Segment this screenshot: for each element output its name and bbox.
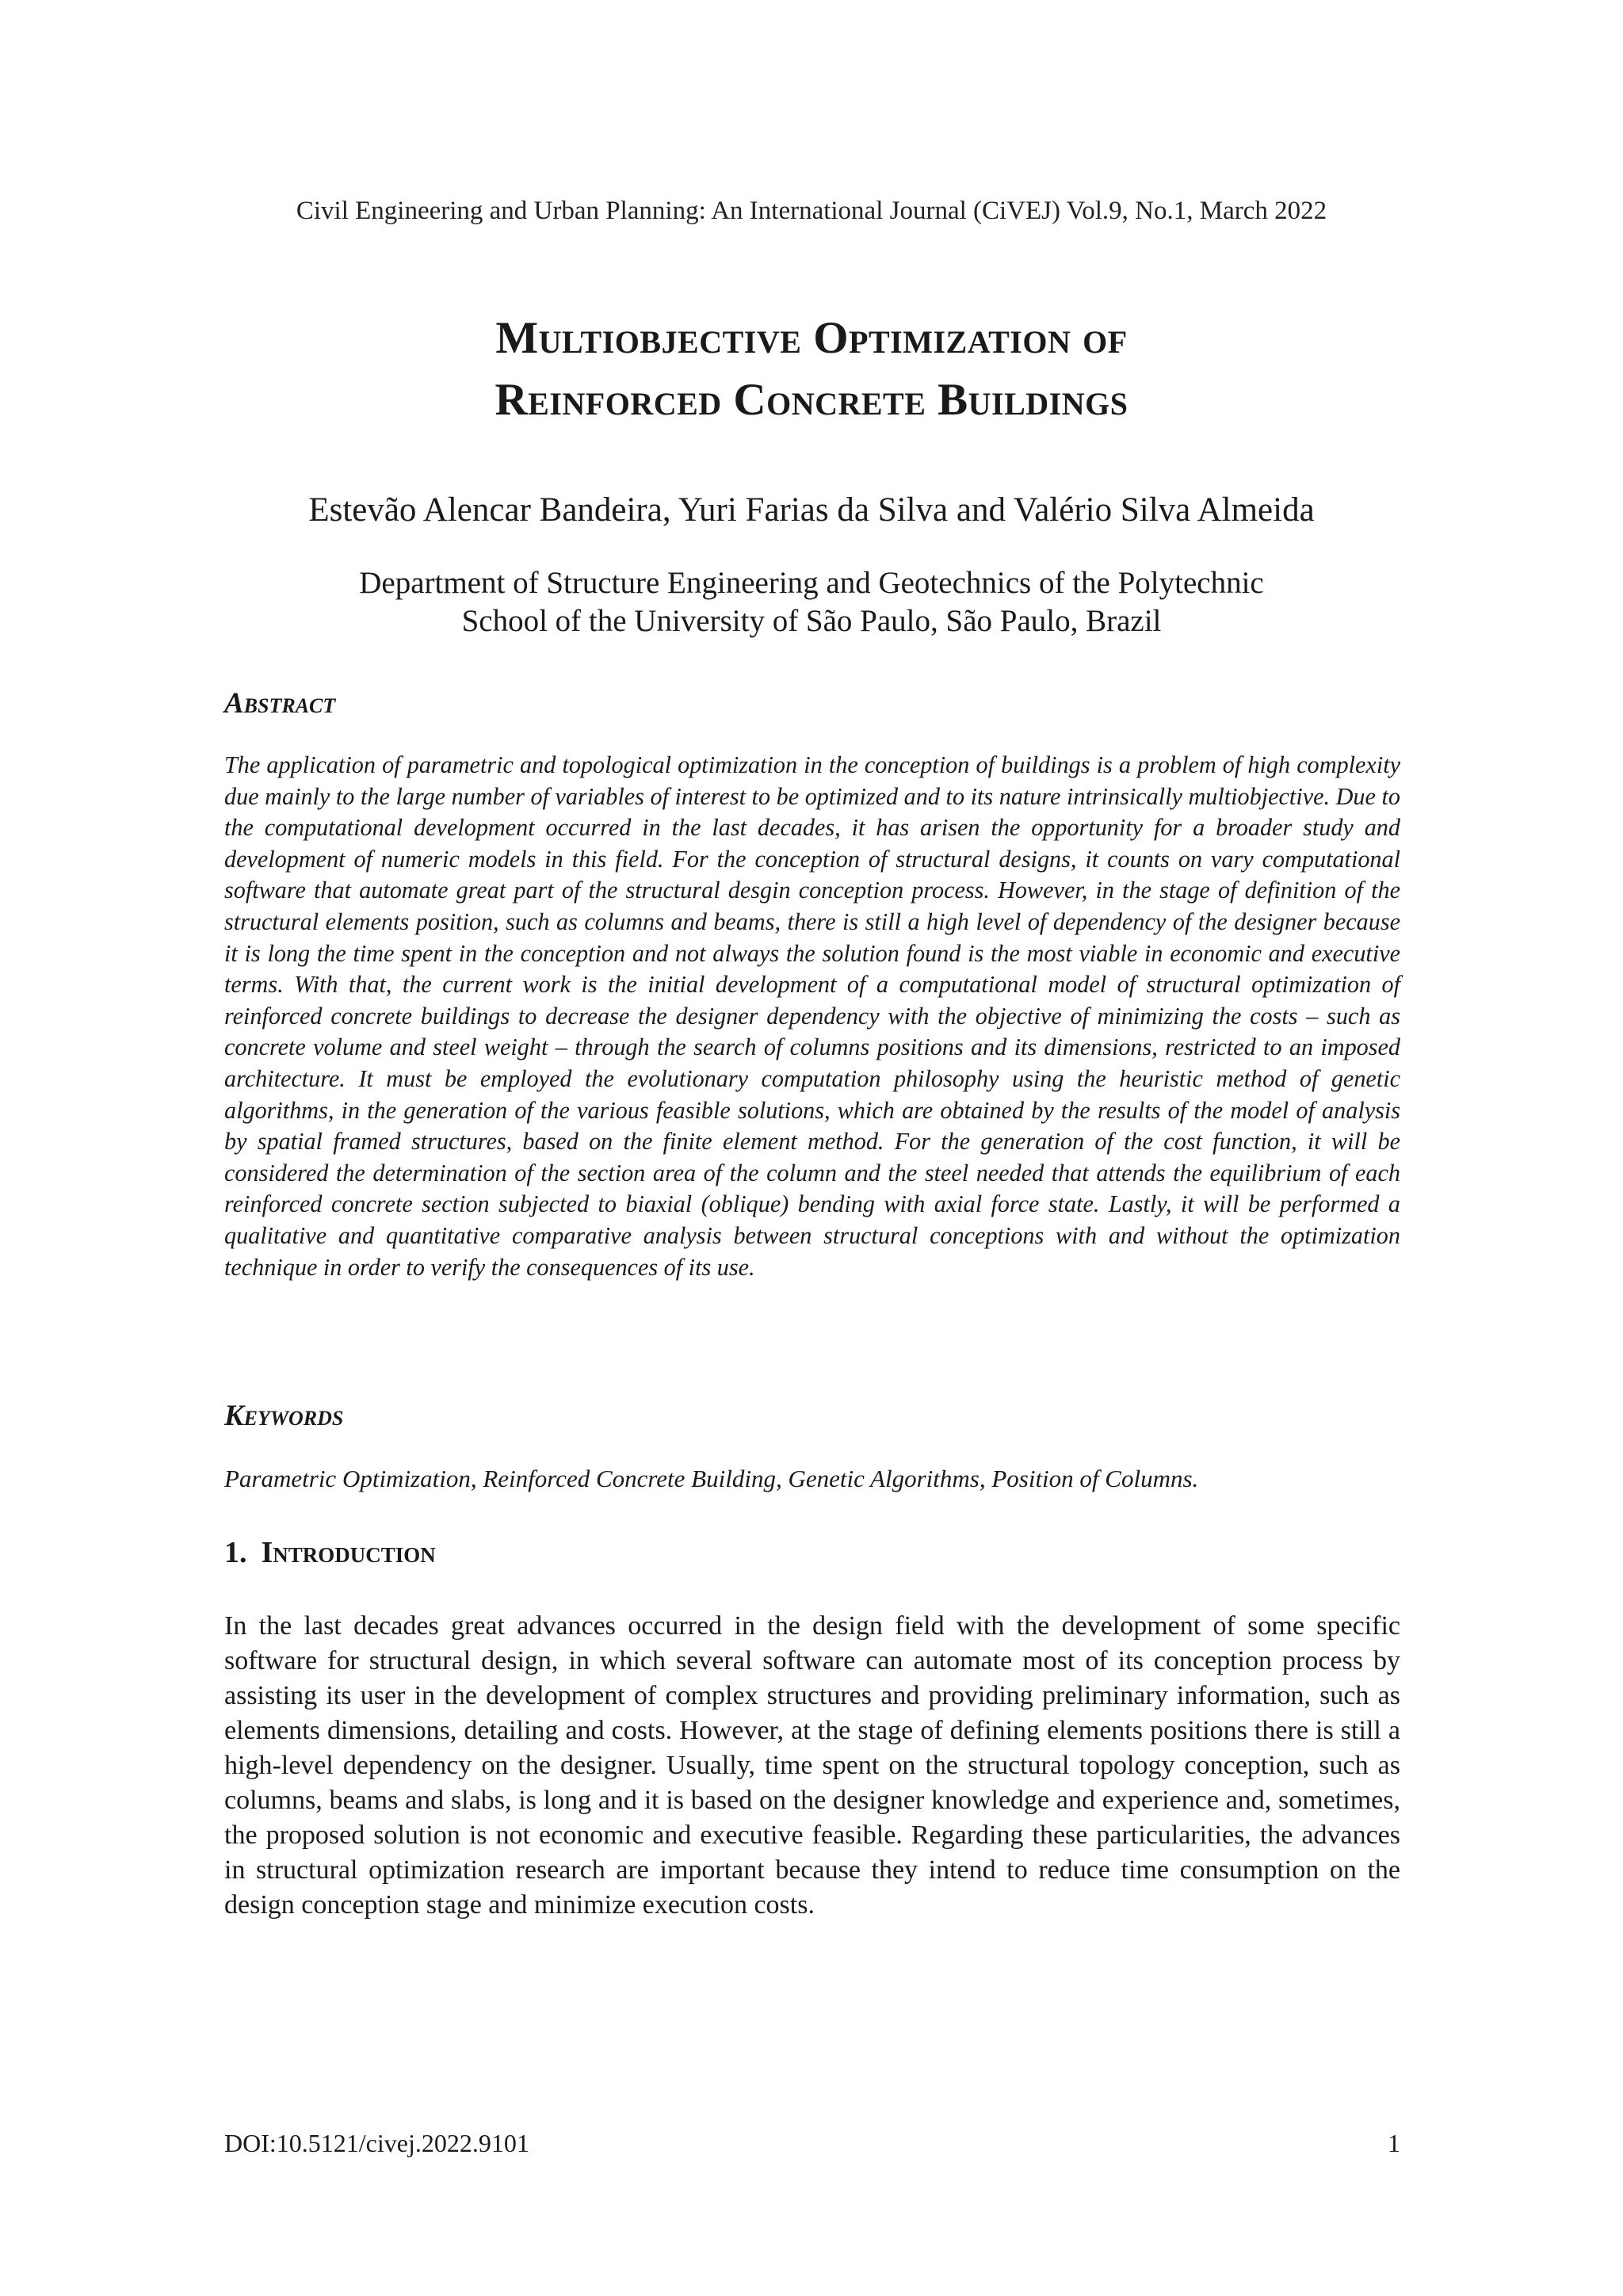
abstract-heading: Abstract	[224, 687, 336, 720]
author-list: Estevão Alencar Bandeira, Yuri Farias da Silva and Valério Silva Almeida	[308, 491, 1315, 529]
abstract-heading-block	[224, 686, 1400, 721]
doi-footer: DOI:10.5121/civej.2022.9101	[224, 2129, 529, 2157]
introduction-section	[224, 1609, 1400, 1923]
abstract-section	[224, 750, 1400, 1283]
journal-running-header: Civil Engineering and Urban Planning: An International Journal (CiVEJ) Vol.9, No.1, March 2022	[296, 197, 1327, 225]
title-line-2: Reinforced Concrete Buildings	[495, 375, 1128, 425]
abstract-text: The application of parametric and topological optimization in the conception of buildings is a problem of high complexity due mainly to the large number of variables of interest to be optimized and to its nature intrinsically multiobjective. Due to the computational development occurred in the last decades, it has arisen the opportunity for a broader study and development of numeric models in this field. For the conception of structural designs, it counts on vary computational software that automate great part of the structural desgin conception process. However, in the stage of definition of the structural elements position, such as columns and beams, there is still a high level of dependency of the designer because it is long the time spent in the conception and not always the solution found is the most viable in economic and executive terms. With that, the current work is the initial development of a computational model of structural optimization of reinforced concrete buildings to decrease the designer dependency with the objective of minimizing the costs – such as concrete volume and steel weight – through the search of columns positions and its dimensions, restricted to an imposed architecture. It must be employed the evolutionary computation philosophy using the heuristic method of genetic algorithms, in the generation of the various feasible solutions, which are obtained by the results of the model of analysis by spatial framed structures, based on the finite element method. For the generation of the cost function, it will be considered the determination of the section area of the column and the steel needed that attends the equilibrium of each reinforced concrete section subjected to biaxial (oblique) bending with axial force state. Lastly, it will be performed a qualitative and quantitative comparative analysis between structural conceptions with and without the optimization technique in order to verify the consequences of its use.	[224, 751, 1400, 1281]
author-affiliation	[0, 564, 1623, 640]
section-number: 1.	[224, 1536, 247, 1569]
introduction-paragraph: In the last decades great advances occurred in the design field with the development of some specific software for structural design, in which several software can automate most of its conception process by assisting its user in the development of complex structures and providing preliminary information, such as elements dimensions, detailing and costs. However, at the stage of defining elements positions there is still a high-level dependency on the designer. Usually, time spent on the structural topology conception, such as columns, beams and slabs, is long and it is based on the designer knowledge and experience and, sometimes, the proposed solution is not economic and executive feasible. Regarding these particularities, the advances in structural optimization research are important because they intend to reduce time consumption on the design conception stage and minimize execution costs.	[224, 1611, 1400, 1920]
keywords-text: Parametric Optimization, Reinforced Concrete Building, Genetic Algorithms, Position of Columns.	[224, 1465, 1199, 1492]
affiliation-line-2: School of the University of São Paulo, São Paulo, Brazil	[461, 604, 1162, 638]
keywords-section	[224, 1463, 1400, 1495]
introduction-heading-block	[224, 1534, 1400, 1571]
introduction-heading	[224, 1534, 1400, 1571]
section-title: Introduction	[261, 1536, 436, 1569]
title-line-1: Multiobjective Optimization of	[495, 313, 1128, 363]
keywords-heading: Keywords	[224, 1400, 344, 1432]
paper-title	[0, 308, 1623, 431]
page-number: 1	[1388, 2129, 1400, 2157]
affiliation-line-1: Department of Structure Engineering and Geotechnics of the Polytechnic	[359, 566, 1264, 600]
keywords-heading-block	[224, 1399, 1400, 1434]
